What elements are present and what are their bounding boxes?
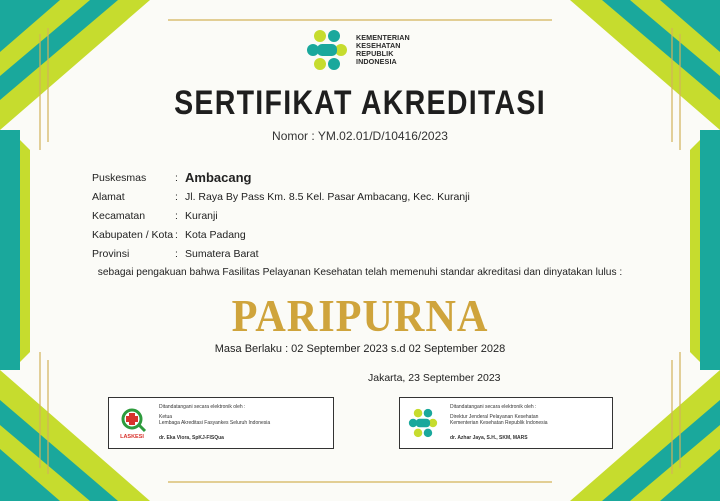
signature-text xyxy=(159,404,329,441)
signed-note: Ditandatangani secara elektronik oleh : xyxy=(450,404,537,410)
detail-label: Puskesmas xyxy=(92,171,147,184)
detail-row xyxy=(92,206,470,225)
certificate-title: SERTIFIKAT AKREDITASI xyxy=(174,84,546,122)
detail-value: Sumatera Barat xyxy=(185,247,259,260)
ministry-name xyxy=(356,34,410,66)
detail-label: Provinsi xyxy=(92,247,130,260)
detail-label: Kabupaten / Kota xyxy=(92,228,174,241)
detail-row xyxy=(92,187,470,206)
detail-label: Kecamatan xyxy=(92,209,146,222)
kemenkes-logo-icon xyxy=(406,406,440,440)
detail-value: Kuranji xyxy=(185,209,218,222)
ministry-line: KEMENTERIAN xyxy=(356,33,410,42)
detail-value: Jl. Raya By Pass Km. 8.5 Kel. Pasar Ambacang, Kec. Kuranji xyxy=(185,190,470,203)
ministry-logo xyxy=(303,26,410,74)
kemenkes-logo-icon xyxy=(303,26,351,74)
signature-box-dirjen xyxy=(399,397,613,449)
detail-row xyxy=(92,244,470,263)
laskesi-logo-icon xyxy=(115,406,149,440)
detail-row xyxy=(92,225,470,244)
signer-name: dr. Azhar Jaya, S.H., SKM, MARS xyxy=(450,434,528,441)
ministry-line: INDONESIA xyxy=(356,57,397,66)
certificate-number: Nomor : YM.02.01/D/10416/2023 xyxy=(272,129,448,143)
signer-org: Kementerian Kesehatan Republik Indonesia xyxy=(450,420,548,427)
ministry-line: KESEHATAN xyxy=(356,41,401,50)
issue-place-date: Jakarta, 23 September 2023 xyxy=(368,372,501,384)
detail-separator: : xyxy=(175,228,178,241)
signature-box-laskesi xyxy=(108,397,334,449)
detail-separator: : xyxy=(175,190,178,203)
signer-role: Direktur Jenderal Pelayanan Kesehatan xyxy=(450,414,539,421)
facility-details xyxy=(92,168,470,263)
validity-period: Masa Berlaku : 02 September 2023 s.d 02 September 2028 xyxy=(214,343,506,355)
detail-separator: : xyxy=(175,247,178,260)
detail-row xyxy=(92,168,470,187)
detail-separator: : xyxy=(175,171,178,184)
detail-label: Alamat xyxy=(92,190,125,203)
detail-separator: : xyxy=(175,209,178,222)
signer-role: Ketua xyxy=(159,414,173,421)
laskesi-logo-text: LASKESI xyxy=(120,434,144,440)
ministry-line: REPUBLIK xyxy=(356,49,394,58)
signature-text xyxy=(450,404,620,441)
detail-value: Kota Padang xyxy=(185,228,246,241)
detail-value: Ambacang xyxy=(185,170,252,185)
signer-org: Lembaga Akreditasi Fasyankes Seluruh Indonesia xyxy=(159,420,271,427)
signed-note: Ditandatangani secara elektronik oleh : xyxy=(159,404,246,410)
signer-name: dr. Eka Viora, SpKJ-FISQua xyxy=(159,434,224,441)
accreditation-statement: sebagai pengakuan bahwa Fasilitas Pelayanan Kesehatan telah memenuhi standar akreditasi dan dinyatakan lulus : xyxy=(97,267,623,278)
accreditation-result: PARIPURNA xyxy=(231,290,489,341)
